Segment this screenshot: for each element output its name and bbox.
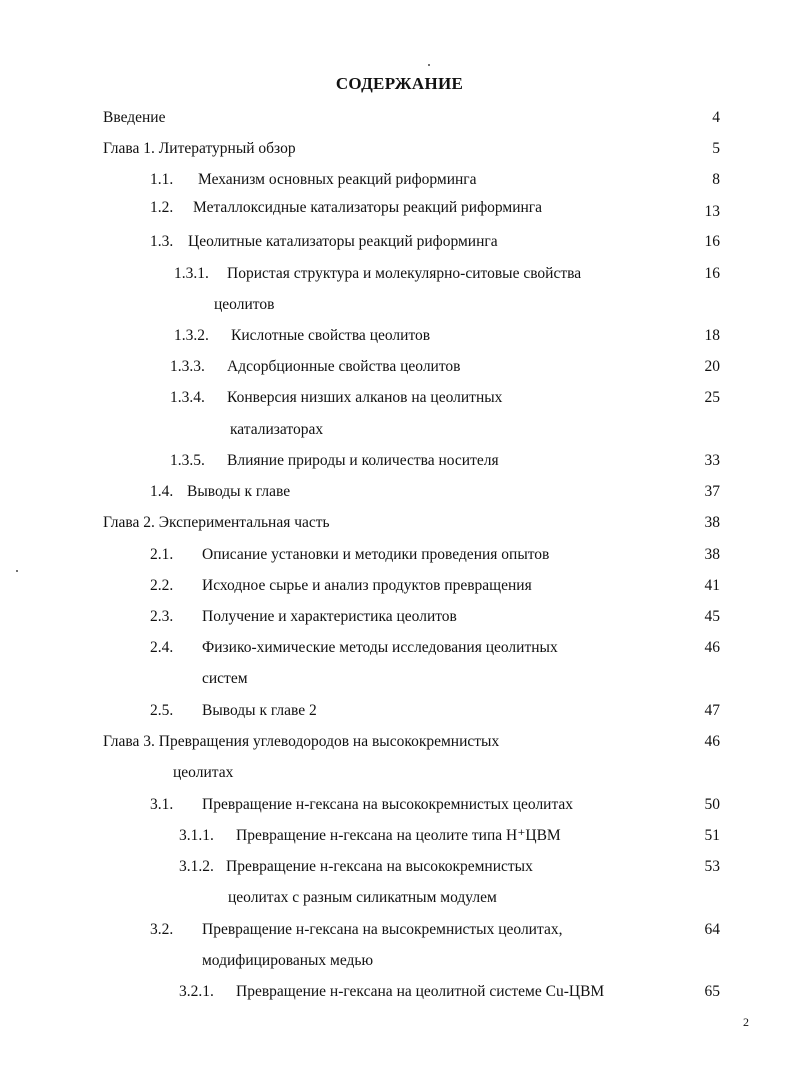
toc-entry-number: 1.2.	[150, 199, 174, 216]
toc-page: 46	[704, 733, 720, 750]
toc-entry-title: Выводы к главе 2	[202, 702, 317, 719]
toc-entry-title: Глава 2. Экспериментальная часть	[103, 514, 330, 531]
toc-page: 13	[704, 203, 720, 220]
toc-page: 18	[704, 327, 720, 344]
toc-entry-number: 2.5.	[150, 702, 174, 719]
toc-entry-number: 1.3.5.	[170, 452, 205, 469]
page-number: 2	[743, 1015, 749, 1029]
toc-entry-number: 1.4.	[150, 483, 174, 500]
toc-entry-number: 1.3.1.	[174, 265, 209, 282]
toc-entry-title: Выводы к главе	[187, 483, 291, 500]
scan-speck	[16, 570, 18, 572]
toc-page: 65	[704, 983, 720, 1000]
toc-entry-title: Физико-химические методы исследования цеолитных	[202, 639, 558, 656]
toc-page: 51	[704, 827, 720, 844]
toc-entry-number: 3.1.	[150, 796, 174, 813]
toc-entry-number: 3.1.1.	[179, 827, 214, 844]
toc-page: 38	[704, 514, 720, 531]
toc-entry-title: Превращение н-гексана на высококремнистых цеолитах	[202, 796, 574, 813]
toc-page: 37	[704, 483, 720, 500]
toc-entry-number: 3.2.1.	[179, 983, 214, 1000]
toc-page: 16	[704, 233, 720, 250]
toc-entry-number: 1.3.4.	[170, 389, 205, 406]
toc-entry-title: Описание установки и методики проведения опытов	[202, 546, 550, 563]
toc-entry-continuation: цеолитах	[173, 764, 234, 781]
toc-entry-title: Цеолитные катализаторы реакций риформинга	[188, 233, 498, 250]
toc-entry-continuation: цеолитов	[214, 296, 275, 313]
toc-entry-number: 1.3.	[150, 233, 174, 250]
toc-page: 20	[704, 358, 720, 375]
toc-entry-title: Превращение н-гексана на цеолите типа Н⁺ЦВМ	[236, 827, 561, 844]
toc-entry-title: Металлоксидные катализаторы реакций риформинга	[193, 199, 543, 216]
toc-entry-continuation: цеолитах с разным силикатным модулем	[228, 889, 497, 906]
toc-entry-number: 1.1.	[150, 171, 174, 188]
toc-entry-number: 1.3.3.	[170, 358, 205, 375]
toc-entry-title: Введение	[103, 109, 166, 126]
toc-entry-title: Конверсия низших алканов на цеолитных	[227, 389, 503, 406]
toc-page: 47	[704, 702, 720, 719]
toc-entry-title: Механизм основных реакций риформинга	[198, 171, 477, 188]
toc-entry-number: 3.1.2.	[179, 858, 214, 875]
toc-page: 50	[704, 796, 720, 813]
toc-page: 46	[704, 639, 720, 656]
toc-entry-number: 2.2.	[150, 577, 174, 594]
toc-entry-number: 2.1.	[150, 546, 174, 563]
toc-entry-continuation: систем	[202, 670, 248, 687]
toc-page: 16	[704, 265, 720, 282]
toc-page: 38	[704, 546, 720, 563]
toc-entry-title: Получение и характеристика цеолитов	[202, 608, 457, 625]
toc-page: 5	[712, 140, 720, 157]
toc-entry-title: Кислотные свойства цеолитов	[231, 327, 431, 344]
toc-entry-title: Адсорбционные свойства цеолитов	[227, 358, 461, 375]
toc-entry-title: Исходное сырье и анализ продуктов превращения	[202, 577, 532, 594]
toc-page: 41	[704, 577, 720, 594]
toc-entry-title: Превращение н-гексана на высококремнистых	[226, 858, 533, 875]
toc-entry-title: Превращение н-гексана на цеолитной системе Cu-ЦВМ	[236, 983, 605, 1000]
toc-entry-title: Превращение н-гексана на высокремнистых цеолитах,	[202, 921, 563, 938]
toc-page: 8	[712, 171, 720, 188]
toc-entry	[103, 108, 165, 128]
toc-entry-number: 1.3.2.	[174, 327, 209, 344]
page-title: СОДЕРЖАНИЕ	[335, 74, 464, 93]
toc-entry-title: Глава 1. Литературный обзор	[103, 140, 296, 157]
toc-entry-number: 2.4.	[150, 639, 174, 656]
toc-entry	[103, 139, 296, 159]
toc-entry-number: 2.3.	[150, 608, 174, 625]
toc-page: 53	[704, 858, 720, 875]
toc-page: 4	[712, 109, 720, 126]
scan-speck	[428, 64, 430, 66]
toc-page: 45	[704, 608, 720, 625]
toc-entry-title: Влияние природы и количества носителя	[227, 452, 499, 469]
toc-entry	[103, 732, 499, 752]
toc-entry-continuation: модифицированых медью	[202, 952, 374, 969]
toc-page: 64	[704, 921, 720, 938]
toc-entry-title: Пористая структура и молекулярно-ситовые свойства	[227, 265, 582, 282]
toc-entry	[103, 513, 330, 533]
toc-entry-continuation: катализаторах	[230, 421, 324, 438]
toc-page: 25	[704, 389, 720, 406]
toc-entry-number: 3.2.	[150, 921, 174, 938]
toc-entry-title: Глава 3. Превращения углеводородов на высококремнистых	[103, 733, 500, 750]
toc-page: 33	[704, 452, 720, 469]
